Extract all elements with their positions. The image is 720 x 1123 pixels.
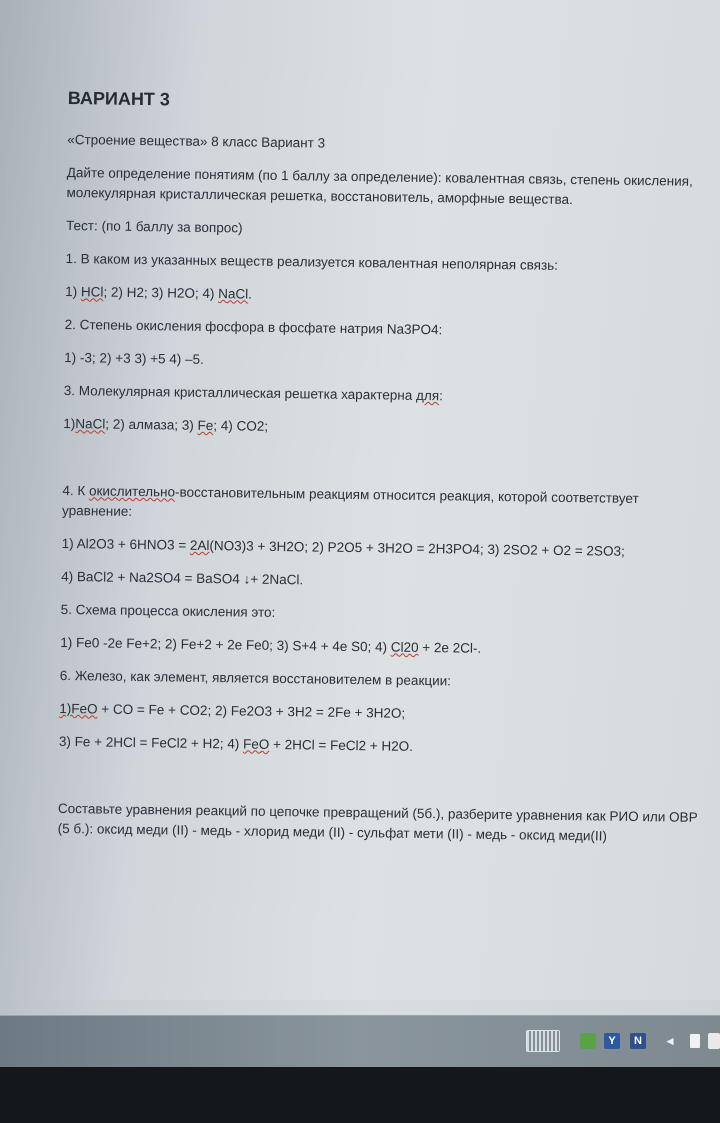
option-text: + 2HCl = FeCl2 + H2O. xyxy=(269,736,414,754)
option-number: 1) xyxy=(65,283,82,300)
app-icon-n[interactable]: N xyxy=(630,1033,646,1049)
volume-icon[interactable] xyxy=(708,1033,720,1049)
question-1: 1. В каком из указанных веществ реализуется ковалентная неполярная связь: xyxy=(65,250,559,273)
question-5: 5. Схема процесса окисления это: xyxy=(60,601,276,620)
final-task: Составьте уравнения реакций по цепочке превращений (5б.), разберите уравнения как РИО или ОВР (5 б.): оксид меди (II) - медь - хлорид меди (II) - сульфат мети (II) - медь - оксид меди(II) xyxy=(57,800,698,844)
app-icon-green[interactable] xyxy=(580,1033,596,1049)
flag-icon[interactable]: ◄ xyxy=(664,1034,676,1048)
option-text: . xyxy=(248,286,253,302)
option-text: 1) Fe0 -2e Fe+2; 2) Fe+2 + 2e Fe0; 3) S+4 + 4e S0; 4) xyxy=(60,634,391,655)
option-text: (NO3)3 + 3H2O; 2) P2O5 + 3H2O = 2H3PO4; 3) 2SO2 + O2 = 2SO3; xyxy=(209,538,625,559)
monitor-bezel xyxy=(0,1067,720,1123)
option-text: ; 2) алмаза; 3) xyxy=(105,416,198,433)
spellcheck-word: для xyxy=(415,387,440,404)
spellcheck-word: Fe xyxy=(197,417,214,434)
page-title: ВАРИАНТ 3 xyxy=(67,88,171,110)
question-2-options: 1) -3; 2) +3 3) +5 4) –5. xyxy=(64,349,204,367)
spellcheck-word: NaCl xyxy=(75,416,106,432)
spellcheck-word: FeO xyxy=(242,736,270,752)
spellcheck-word: HCl xyxy=(80,284,104,300)
question-5-options xyxy=(60,633,705,662)
option-number: 1) xyxy=(63,415,76,432)
test-header: Тест: (по 1 баллу за вопрос) xyxy=(65,217,243,236)
question-6-options-line-1 xyxy=(59,699,704,728)
option-text: 3) Fe + 2HCl = FeCl2 + H2; 4) xyxy=(58,733,244,752)
document-body xyxy=(57,88,713,861)
spellcheck-word: 2Al xyxy=(189,537,210,554)
question-text: 3. Молекулярная кристаллическая решетка характерна xyxy=(63,382,417,403)
question-1-options xyxy=(65,282,710,311)
option-text: 1) Al2O3 + 6HNO3 = xyxy=(61,535,191,553)
spellcheck-word: Cl20 xyxy=(390,639,419,655)
question-6: 6. Железо, как элемент, является восстановителем в реакции: xyxy=(59,667,452,689)
question-3-options xyxy=(63,414,708,443)
question-text: 4. К xyxy=(62,482,90,499)
question-4-options-line-2: 4) BaCl2 + Na2SO4 = BaSO4 ↓+ 2NaCl. xyxy=(61,568,304,588)
definitions-task: Дайте определение понятиям (по 1 баллу за определение): ковалентная связь, степень окисления, молекулярная кристаллическая решетка, восстановитель, аморфные вещества. xyxy=(66,164,693,208)
question-6-options-line-2 xyxy=(59,732,704,761)
question-text: -восстановительным реакциям относится реакция, которой соответствует уравнение: xyxy=(61,484,639,519)
battery-icon[interactable] xyxy=(690,1034,700,1048)
option-text: + 2e 2Cl-. xyxy=(418,639,482,656)
subtitle: «Строение вещества» 8 класс Вариант 3 xyxy=(67,131,326,151)
spellcheck-word: окислительно xyxy=(88,483,176,500)
taskbar xyxy=(0,1015,720,1068)
spellcheck-word: 1)FeO xyxy=(59,700,98,717)
question-text: : xyxy=(439,388,444,404)
question-4-options-line-1 xyxy=(61,534,706,563)
option-text: ; 2) H2; 3) H2O; 4) xyxy=(103,284,219,302)
question-3 xyxy=(64,381,709,410)
question-4 xyxy=(62,481,707,530)
option-text: ; 4) CO2; xyxy=(213,418,269,434)
app-icon-y[interactable]: Y xyxy=(604,1033,620,1049)
spellcheck-word: NaCl xyxy=(218,286,249,302)
option-text: + CO = Fe + CO2; 2) Fe2O3 + 3H2 = 2Fe + 3H2O; xyxy=(97,701,406,721)
keyboard-icon[interactable] xyxy=(526,1030,560,1052)
question-2: 2. Степень окисления фосфора в фосфате натрия Na3PO4: xyxy=(64,316,443,338)
